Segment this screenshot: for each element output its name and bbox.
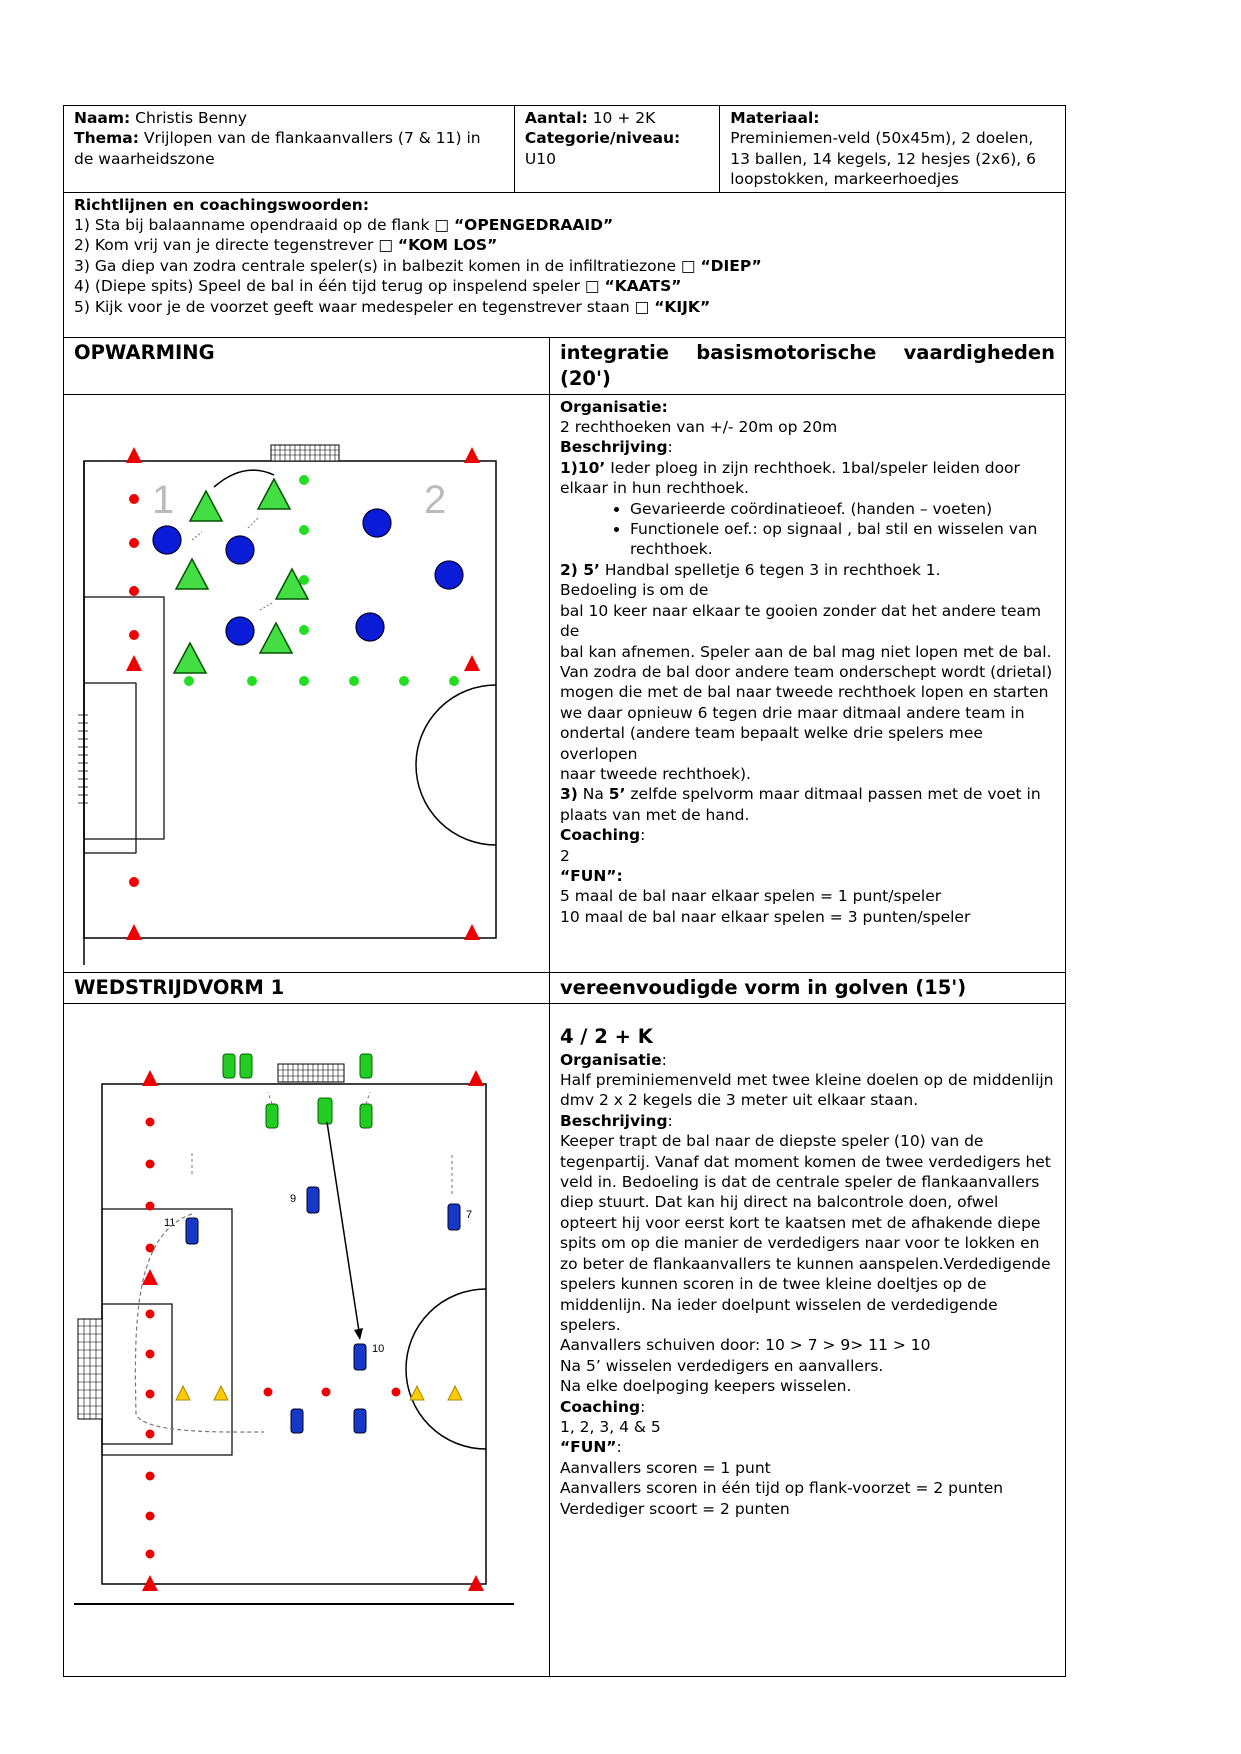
materiaal-cell xyxy=(720,106,1066,193)
header-row xyxy=(64,106,1066,193)
fun-line: Verdediger scoort = 2 punten xyxy=(559,1499,790,1518)
match-row xyxy=(64,1003,1066,1676)
aantal-value: 10 + 2K xyxy=(587,109,656,127)
naam-value: Christis Benny xyxy=(130,109,247,127)
text-line: naar tweede rechthoek). xyxy=(559,764,751,783)
center-circle xyxy=(416,685,496,845)
organisatie-text: 2 rechthoeken van +/- 20m op 20m xyxy=(559,418,838,437)
match-subtitle: vereenvoudigde vorm in golven (15') xyxy=(549,972,1065,1003)
fun-label: “FUN”: xyxy=(559,866,623,885)
penalty-area xyxy=(84,597,164,839)
goal-net xyxy=(271,445,339,461)
player-11-label: 11 xyxy=(164,1216,176,1229)
categorie-label: Categorie/niveau: xyxy=(524,129,681,148)
organisatie-label: Organisatie xyxy=(559,1050,662,1069)
warmup-diagram xyxy=(64,395,544,972)
text-line: bal 10 keer naar elkaar te gooien zonder dat het andere team de xyxy=(559,601,1042,641)
aantal-label: Aantal: xyxy=(524,109,588,127)
fun-line: Aanvallers scoren in één tijd op flank-voorzet = 2 punten xyxy=(559,1479,1004,1498)
yellow-cones xyxy=(176,1386,462,1400)
thema-value: Vrijlopen van de flankaanvallers (7 & 11) in de waarheidszone xyxy=(74,129,481,168)
goal-left xyxy=(78,1319,102,1419)
center-circle xyxy=(406,1289,486,1449)
beschrijving-label: Beschrijving xyxy=(559,1111,668,1130)
aantal-cell xyxy=(514,106,719,193)
bullet-list xyxy=(560,499,1055,560)
zone-2-label: 2 xyxy=(424,477,447,522)
step-2: 2) 5’ Handbal spelletje 6 tegen 3 in rechthoek 1. xyxy=(559,560,941,579)
field-outline xyxy=(84,461,496,938)
thema-label: Thema: xyxy=(74,129,139,148)
cone-icon xyxy=(464,447,480,463)
beschrijving-text: Keeper trapt de bal naar de diepste speler (10) van de tegenpartij. Vanaf dat moment komen de twee verdedigers het veld in. Bedoeling is dat de centrale speler de flankaanvallers diep stuurt. Dat kan hij direct na balcontrole doen, ofwel opteert hij voor eerst kort te kaatsen met de afhakende diepe spits om op die manier de verdedigers naar voor te lokken en zo beter de flankaanvallers te kunnen aanspelen.Verdedigende spelers kunnen scoren in de twee kleine doeltjes op de middenlijn. Na ieder doelpunt wisselen de verdedigende spelers. xyxy=(559,1132,1051,1334)
categorie-value: U10 xyxy=(524,149,556,168)
text-line: Van zodra de bal door andere team onderschept wordt (drietal) mogen die met de bal naar tweede rechthoek lopen en starten we daar opnieuw 6 tegen drie maar ditmaal andere team in ondertal (andere team bepaalt welke drie spelers mee overlopen xyxy=(559,662,1053,763)
warmup-subtitle: integratie basismotorische vaardigheden (20') xyxy=(549,337,1065,394)
warmup-row xyxy=(64,394,1066,972)
match-diagram-cell xyxy=(64,1003,550,1676)
text-line: Na 5’ wisselen verdedigers en aanvallers. xyxy=(559,1356,884,1375)
training-sheet xyxy=(63,105,1066,1677)
organisatie-text: Half preminiemenveld met twee kleine doelen op de middenlijn dmv 2 x 2 kegels die 3 meter uit elkaar staan. xyxy=(559,1071,1054,1110)
match-diagram xyxy=(64,1004,544,1676)
field-outline xyxy=(102,1084,486,1584)
guideline-4: 4) (Diepe spits) Speel de bal in één tijd terug op inspelend speler □ “KAATS” xyxy=(74,277,682,296)
cone-icon xyxy=(126,924,142,940)
red-cones xyxy=(142,1070,484,1591)
goal-area xyxy=(84,683,136,853)
goal-net xyxy=(278,1064,344,1082)
cone-icon xyxy=(126,655,142,671)
text-line: Bedoeling is om de xyxy=(559,581,709,600)
coaching-label: Coaching xyxy=(559,826,641,845)
guidelines-cell xyxy=(64,192,1066,337)
formation: 4 / 2 + K xyxy=(559,1024,653,1048)
naam-label: Naam: xyxy=(74,109,131,127)
warmup-diagram-cell xyxy=(64,394,550,972)
bullet-item: • Gevarieerde coördinatieoef. (handen – voeten) xyxy=(630,499,1055,519)
guideline-2: 2) Kom vrij van je directe tegenstrever □ “KOM LOS” xyxy=(74,236,498,255)
guideline-1: 1) Sta bij balaanname opendraaid op de flank □ “OPENGEDRAAID” xyxy=(74,216,614,235)
player-9-label: 9 xyxy=(290,1192,297,1205)
player-7-label: 7 xyxy=(466,1208,473,1221)
warmup-head-row xyxy=(64,337,1066,394)
naam-thema-cell xyxy=(64,106,515,193)
cone-icon xyxy=(126,447,142,463)
goal-area xyxy=(102,1304,172,1444)
training-table xyxy=(63,105,1066,1677)
match-text-cell: 4 / 2 + K Organisatie: Half preminiemenveld met twee kleine doelen op de middenlijn dmv 2 x 2 kegels die 3 meter uit elkaar staan. Beschrijving: Keeper trapt de bal naar de diepste speler (10) van de tegenpartij. Vanaf dat moment komen de twee verdedigers het veld in. Bedoeling is dat de centrale speler de flankaanvallers diep stuurt. Dat kan hij direct na balcontrole doen, ofwel opteert hij voor eerst kort te kaatsen met de afhakende diepe spits om op die manier de verdedigers naar voor te lokken en zo beter de flankaanvallers te kunnen aanspelen.Verdedigende spelers kunnen scoren in de twee kleine doeltjes op de middenlijn. Na ieder doelpunt wisselen de verdedigende spelers. Aanvallers schuiven door: 10 > 7 > 9> 11 > 10 Na 5’ wisselen verdedigers en aanvallers. Na elke doelpoging keepers wisselen. Coaching: 1, 2, 3, 4 & 5 “FUN”: Aanvallers scoren = 1 punt Aanvallers scoren in één tijd op flank-voorzet = 2 punten Verdediger scoort = 2 punten xyxy=(549,1003,1065,1676)
beschrijving-label: Beschrijving xyxy=(559,438,668,457)
penalty-area xyxy=(102,1209,232,1455)
warmup-text-cell: Organisatie: 2 rechthoeken van +/- 20m op 20m Beschrijving: 1)10’ Ieder ploeg in zijn rechthoek. 1bal/speler leiden door elkaar in hun rechthoek. • Gevarieerde coördinatieoef. (handen – voeten) • Functionele oef.: op signaal , bal stil en wisselen van rechthoek. 2) 5’ Handbal spelletje 6 tegen 3 in rechthoek 1. Bedoeling is om de bal 10 keer naar elkaar te gooien zonder dat het andere team de bal kan afnemen. Speler aan de bal mag niet lopen met de bal. Van zodra de bal door andere team onderschept wordt (drietal) mogen die met de bal naar tweede rechthoek lopen en starten we daar opnieuw 6 tegen drie maar ditmaal andere team in ondertal (andere team bepaalt welke drie spelers mee overlopen naar tweede rechthoek). 3) Na 5’ zelfde spelvorm maar ditmaal passen met de voet in plaats van met de hand. Coaching: 2 “FUN”: 5 maal de bal naar elkaar spelen = 1 punt/speler 10 maal de bal naar elkaar spelen = 3 punten/speler xyxy=(549,394,1065,972)
bullet-item: • Functionele oef.: op signaal , bal stil en wisselen van rechthoek. xyxy=(630,519,1055,560)
coaching-value: 1, 2, 3, 4 & 5 xyxy=(559,1417,661,1436)
fun-label: “FUN” xyxy=(559,1438,617,1457)
match-title: WEDSTRIJDVORM 1 xyxy=(64,972,550,1003)
fun-line: Aanvallers scoren = 1 punt xyxy=(559,1458,771,1477)
materiaal-label: Materiaal: xyxy=(730,109,820,127)
cone-icon xyxy=(464,655,480,671)
organisatie-label: Organisatie: xyxy=(559,397,668,416)
warmup-title: OPWARMING xyxy=(64,337,550,394)
materiaal-value: Preminiemen-veld (50x45m), 2 doelen, 13 ballen, 14 kegels, 12 hesjes (2x6), 6 loopstokken, markeerhoedjes xyxy=(730,129,1036,189)
fun-line: 5 maal de bal naar elkaar spelen = 1 punt/speler xyxy=(559,887,942,906)
guideline-3: 3) Ga diep van zodra centrale speler(s) in balbezit komen in de infiltratiezone □ “DIEP” xyxy=(74,256,762,275)
cone-icon xyxy=(464,924,480,940)
guidelines-title: Richtlijnen en coachingswoorden: xyxy=(74,195,370,214)
marker-dots xyxy=(184,475,459,686)
step-3: 3) Na 5’ zelfde spelvorm maar ditmaal passen met de voet in plaats van met de hand. xyxy=(559,785,1041,824)
match-head-row xyxy=(64,972,1066,1003)
text-line: Na elke doelpoging keepers wisselen. xyxy=(559,1377,852,1396)
text-line: bal kan afnemen. Speler aan de bal mag niet lopen met de bal. xyxy=(559,642,1052,661)
text-line: Aanvallers schuiven door: 10 > 7 > 9> 11 > 10 xyxy=(559,1336,931,1355)
player-10-label: 10 xyxy=(372,1342,385,1355)
pass-arrow xyxy=(327,1122,360,1338)
coaching-label: Coaching xyxy=(559,1397,641,1416)
guideline-5: 5) Kijk voor je de voorzet geeft waar medespeler en tegenstrever staan □ “KIJK” xyxy=(74,297,711,316)
zone-1-label: 1 xyxy=(152,477,175,522)
coaching-value: 2 xyxy=(559,846,570,865)
guidelines-row xyxy=(64,192,1066,337)
step-1: 1)10’ Ieder ploeg in zijn rechthoek. 1bal/speler leiden door elkaar in hun rechthoek. xyxy=(559,458,1020,498)
fun-line: 10 maal de bal naar elkaar spelen = 3 punten/speler xyxy=(559,907,971,926)
